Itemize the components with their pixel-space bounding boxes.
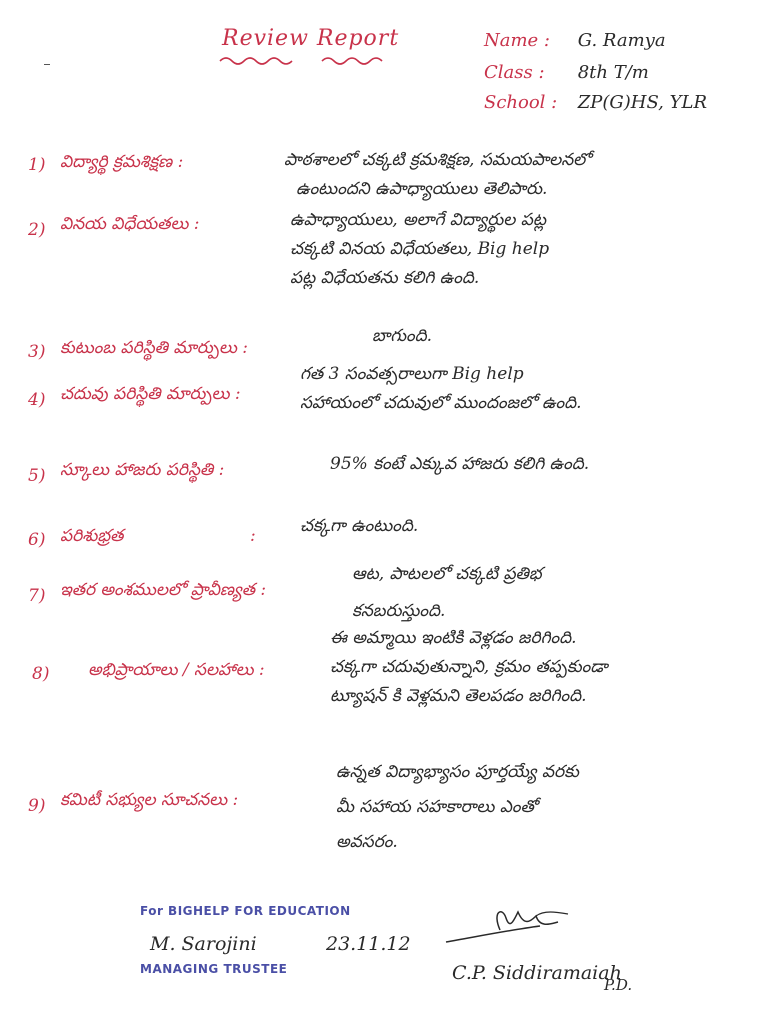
signer-name: M. Sarojini xyxy=(150,933,257,955)
item-response xyxy=(330,450,589,479)
item-response xyxy=(372,322,432,351)
item-label: స్కూలు హాజరు పరిస్థితి : xyxy=(60,460,225,480)
item-response xyxy=(300,360,582,418)
response-line: చక్కగా ఉంటుంది. xyxy=(300,516,419,536)
item-response xyxy=(290,206,549,293)
stray-mark xyxy=(44,64,50,65)
response-line: కనబరుస్తుంది. xyxy=(352,601,446,621)
response-line: మీ సహాయ సహకారాలు ఎంతో xyxy=(336,797,538,817)
item-label: వినయ విధేయతలు : xyxy=(60,214,200,234)
name-label: Name : xyxy=(484,30,550,51)
response-line: పాఠశాలలో చక్కటి క్రమశిక్షణ, సమయపాలనలో xyxy=(284,150,591,170)
item-label: కమిటీ సభ్యుల సూచనలు : xyxy=(60,790,239,810)
school-label: School : xyxy=(484,92,558,113)
signature-date: 23.11.12 xyxy=(326,933,411,955)
role-stamp: MANAGING TRUSTEE xyxy=(140,962,288,976)
item-number: 6) xyxy=(28,530,46,550)
student-name-row xyxy=(484,30,666,51)
response-line: 95% కంటే ఎక్కువ హాజరు కలిగి ఉంది. xyxy=(330,454,590,474)
item-number: 9) xyxy=(28,796,46,816)
student-school-row xyxy=(484,92,707,113)
item-response xyxy=(330,624,608,711)
item-label: ఇతర అంశములలో ప్రావీణ్యత : xyxy=(60,580,267,600)
item-response xyxy=(284,146,591,204)
title-underline xyxy=(218,54,398,68)
response-line: ఈ అమ్మాయి ఇంటికి వెళ్లడం జరిగింది. xyxy=(330,628,577,648)
item-number: 8) xyxy=(32,664,50,684)
response-line: చక్కగా చదువుతున్నాని, క్రమం తప్పకుండా xyxy=(330,657,608,677)
signature-scribble xyxy=(440,900,580,960)
item-response xyxy=(300,512,418,541)
item-label: అభిప్రాయాలు / సలహాలు : xyxy=(88,660,265,680)
class-value: 8th T/m xyxy=(577,62,649,83)
response-line: గత 3 సంవత్సరాలుగా Big help xyxy=(300,364,524,384)
class-label: Class : xyxy=(484,62,545,83)
school-value: ZP(G)HS, YLR xyxy=(577,92,707,113)
item-number: 3) xyxy=(28,342,46,362)
response-line: ట్యూషన్ కి వెళ్లమని తెలపడం జరిగింది. xyxy=(330,686,587,706)
item-number: 2) xyxy=(28,220,46,240)
organization-stamp: For BIGHELP FOR EDUCATION xyxy=(140,904,351,918)
response-line: చక్కటి వినయ విధేయతలు, Big help xyxy=(290,239,550,259)
item-number: 1) xyxy=(28,155,46,175)
item-number: 7) xyxy=(28,586,46,606)
item-number: 4) xyxy=(28,390,46,410)
response-line: ఉన్నత విద్యాభ్యాసం పూర్తయ్యే వరకు xyxy=(336,762,579,782)
item-label: చదువు పరిస్థితి మార్పులు : xyxy=(60,384,241,404)
item-separator: : xyxy=(250,526,256,546)
item-label: విద్యార్థి క్రమశిక్షణ : xyxy=(60,152,184,172)
response-line: ఉంటుందని ఉపాధ్యాయులు తెలిపారు. xyxy=(296,179,548,199)
student-class-row xyxy=(484,62,649,83)
response-line: ఉపాధ్యాయులు, అలాగే విద్యార్థుల పట్ల xyxy=(290,210,546,230)
response-line: అవసరం. xyxy=(336,832,398,852)
item-number: 5) xyxy=(28,466,46,486)
second-signature: C.P. Siddiramaiah xyxy=(452,962,622,984)
response-line: ఆట, పాటలలో చక్కటి ప్రతిభ xyxy=(352,564,542,584)
name-value: G. Ramya xyxy=(577,30,666,51)
second-signature-suffix: P.D. xyxy=(604,976,633,994)
response-line: పట్ల విధేయతను కలిగి ఉంది. xyxy=(290,268,480,288)
item-response xyxy=(336,758,579,857)
response-line: బాగుంది. xyxy=(372,326,433,346)
item-label: పరిశుభ్రత xyxy=(60,526,124,546)
item-label: కుటుంబ పరిస్థితి మార్పులు : xyxy=(60,338,248,358)
item-response xyxy=(352,560,542,626)
page-title: Review Report xyxy=(222,26,400,51)
response-line: సహాయంలో చదువులో ముందంజలో ఉంది. xyxy=(300,393,582,413)
